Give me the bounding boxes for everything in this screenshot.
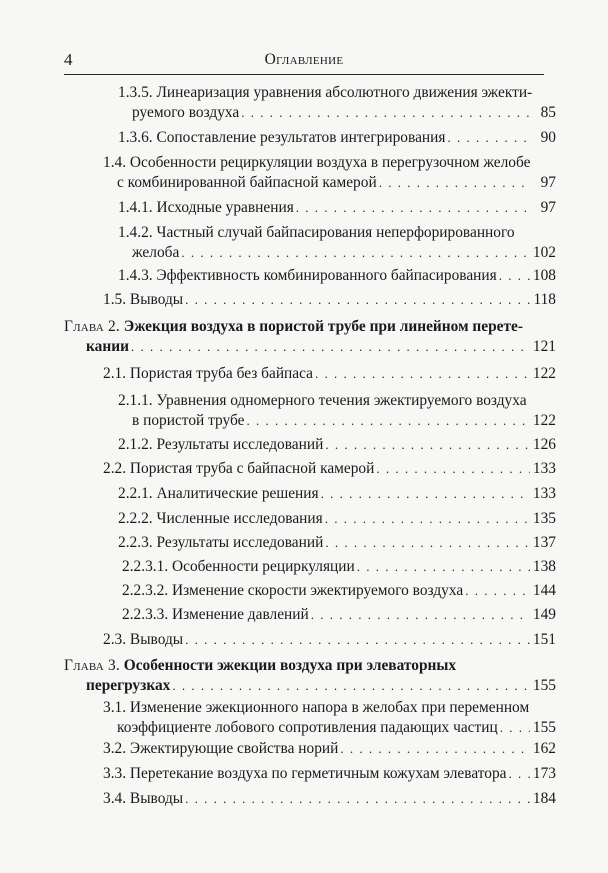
page-ref: 97 [540,199,556,216]
entry-text: 3.2. Эжектирующие свойства норий [103,740,339,757]
toc-entry-2-2-3-1[interactable] [122,557,556,577]
page-ref: 122 [532,365,556,382]
dot-leader [357,557,530,577]
dot-leader [185,290,530,310]
entry-text: 2.2.3.1. Особенности рециркуляции [122,558,355,575]
toc-entry-2-1-2[interactable] [118,435,556,455]
dot-leader [321,484,530,504]
dot-leader [340,739,530,759]
entry-text: 2.3. Выводы [103,631,184,648]
toc-entry-2-2-1[interactable] [118,484,556,504]
dot-leader [311,605,530,625]
entry-text-line2: руемого воздуха [132,104,240,121]
dot-leader [241,103,530,123]
toc-entry-1-4-2[interactable] [118,223,556,263]
page-ref: 151 [532,631,556,648]
dot-leader [325,509,530,529]
dot-leader [246,411,530,431]
entry-text: 3.4. Выводы [103,790,184,807]
entry-text: 2.1.2. Результаты исследований [118,436,324,453]
toc-entry-chapter-3[interactable] [64,656,556,696]
toc-entry-2-1-1[interactable] [118,391,556,431]
page-ref: 137 [532,534,556,551]
entry-text-line2: желоба [132,244,180,261]
page-ref: 155 [532,677,556,694]
page-ref: 138 [532,558,556,575]
toc-entry-2-2-2[interactable] [118,509,556,529]
page-ref: 149 [532,606,556,623]
entry-text-line1: 1.4.2. Частный случай байпасирования неперфорированного [118,224,515,241]
chapter-title-line2: кании [86,338,129,355]
entry-text: 2.2. Пористая труба с байпасной камерой [103,460,375,477]
dot-leader [185,630,530,650]
page-ref: 155 [532,719,556,736]
page-ref: 126 [532,436,556,453]
header-rule [64,74,544,75]
toc-entry-2-2-3[interactable] [118,533,556,553]
entry-text: 2.2.1. Аналитические решения [118,485,319,502]
entry-text-line2: коэффициенте лобового сопротивления падающих частиц [117,719,498,736]
toc-entry-3-2[interactable] [103,739,556,759]
toc-entry-1-4-3[interactable] [118,266,556,286]
page-ref: 108 [532,267,556,284]
entry-text-line1: 1.4. Особенности рециркуляции воздуха в перегрузочном желобе [103,154,531,171]
entry-text: 2.2.3.2. Изменение скорости эжектируемого воздуха [122,582,464,599]
dot-leader [499,266,530,286]
page-number: 4 [64,50,73,69]
entry-text: 2.2.3. Результаты исследований [118,534,324,551]
page-ref: 133 [532,485,556,502]
chapter-label: Глава 3. [64,657,120,674]
entry-text-line2: в пористой трубе [132,412,245,429]
toc-entry-chapter-2[interactable] [64,317,556,357]
dot-leader [500,718,530,738]
dot-leader [465,581,530,601]
page-ref: 133 [532,460,556,477]
entry-text-line1: 2.1.1. Уравнения одномерного течения эжектируемого воздуха [118,392,527,409]
toc-entry-3-3[interactable] [103,764,556,784]
entry-text: 1.3.6. Сопоставление результатов интегрирования [118,129,446,146]
dot-leader [185,789,530,809]
entry-text: 1.4.3. Эффективность комбинированного байпасирования [118,267,497,284]
page-ref: 135 [532,510,556,527]
page-ref: 121 [532,338,556,355]
dot-leader [509,764,531,784]
page-ref: 97 [540,174,556,191]
dot-leader [172,676,530,696]
chapter-title-line1: Особенности эжекции воздуха при элеваторных [123,657,457,674]
toc-entry-1-5[interactable] [103,290,556,310]
dot-leader [379,173,530,193]
entry-text: 1.5. Выводы [103,291,184,308]
toc-entry-1-3-5[interactable] [118,83,556,123]
toc-entry-1-3-6[interactable] [118,128,556,148]
page-header [64,50,544,72]
dot-leader [325,435,530,455]
running-title: Оглавление [264,51,344,68]
entry-text-line1: 1.3.5. Линеаризация уравнения абсолютного движения эжекти- [118,84,533,101]
toc-entry-2-3[interactable] [103,630,556,650]
chapter-title-line1: Эжекция воздуха в пористой трубе при линейном перете- [123,318,524,335]
dot-leader [447,128,530,148]
dot-leader [315,364,530,384]
page-ref: 144 [532,582,556,599]
dot-leader [181,243,530,263]
toc-entry-1-4-1[interactable] [118,198,556,218]
dot-leader [325,533,530,553]
entry-text: 3.3. Перетекание воздуха по герметичным кожухам элеватора [103,765,507,782]
entry-text: 2.1. Пористая труба без байпаса [103,365,313,382]
toc-entry-3-4[interactable] [103,789,556,809]
entry-text: 1.4.1. Исходные уравнения [118,199,294,216]
page-ref: 118 [533,291,556,308]
toc-entry-1-4[interactable] [103,153,556,193]
toc-entry-2-1[interactable] [103,364,556,384]
dot-leader [376,459,530,479]
toc-entry-2-2-3-2[interactable] [122,581,556,601]
page-ref: 102 [532,244,556,261]
entry-text-line2: с комбинированной байпасной камерой [117,174,377,191]
page-ref: 122 [532,412,556,429]
toc-entry-2-2[interactable] [103,459,556,479]
page-ref: 85 [540,104,556,121]
toc-entry-3-1[interactable] [103,698,556,738]
page-ref: 173 [532,765,556,782]
entry-text: 2.2.3.3. Изменение давлений [122,606,309,623]
page-ref: 184 [532,790,556,807]
page-ref: 90 [540,129,556,146]
dot-leader [296,198,530,218]
entry-text: 2.2.2. Численные исследования [118,510,323,527]
entry-text-line1: 3.1. Изменение эжекционного напора в желобах при переменном [103,699,530,716]
toc-entry-2-2-3-3[interactable] [122,605,556,625]
chapter-title-line2: перегрузках [86,677,171,694]
dot-leader [131,337,530,357]
page-ref: 162 [532,740,556,757]
chapter-label: Глава 2. [64,318,120,335]
